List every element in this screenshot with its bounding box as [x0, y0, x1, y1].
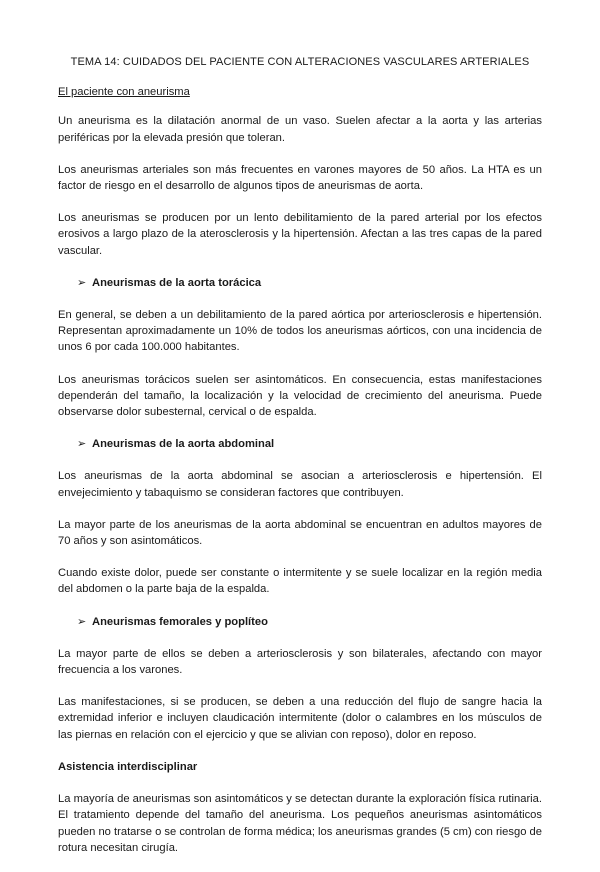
intro-paragraph-2: Los aneurismas arteriales son más frecuentes en varones mayores de 50 años. La HTA es un factor de riesgo en el desarrollo de algunos tipos de aneurismas de aorta.	[58, 163, 542, 193]
assistance-paragraph: La mayoría de aneurismas son asintomáticos y se detectan durante la exploración física rutinaria. El tratamiento depende del tamaño del aneurisma. Los pequeños aneurismas asintomáticos pueden no tratarse o se controlan de forma médica; los aneurismas grandes (5 cm) con riesgo de rotura necesitan cirugía.	[58, 793, 542, 854]
abdominal-paragraph-2: La mayor parte de los aneurismas de la aorta abdominal se encuentran en adultos mayores de 70 años y son asintomáticos.	[58, 518, 542, 548]
subsection-heading-text: Aneurismas de la aorta torácica	[92, 276, 262, 289]
document-page	[58, 54, 542, 872]
section-heading: El paciente con aneurisma	[58, 86, 190, 99]
abdominal-paragraph-3: Cuando existe dolor, puede ser constante o intermitente y se suele localizar en la región media del abdomen o la parte baja de la espalda.	[58, 567, 542, 596]
arrow-bullet-icon: ➢	[77, 438, 87, 451]
assistance-heading: Asistencia interdisciplinar	[58, 760, 198, 773]
abdominal-paragraph-1: Los aneurismas de la aorta abdominal se asocian a arteriosclerosis e hipertensión. El envejecimiento y tabaquismo se consideran factores que contribuyen.	[58, 470, 542, 499]
arrow-bullet-icon: ➢	[77, 276, 87, 289]
document-title: TEMA 14: CUIDADOS DEL PACIENTE CON ALTERACIONES VASCULARES ARTERIALES	[70, 56, 530, 68]
thoracic-paragraph-2: Los aneurismas torácicos suelen ser asintomáticos. En consecuencia, estas manifestaciones dependerán del tamaño, la localización y la velocidad de crecimiento del aneurisma. Puede observarse dolor subesternal, cervical o de espalda.	[58, 373, 542, 419]
subsection-heading-text: Aneurismas de la aorta abdominal	[92, 438, 275, 451]
femoral-paragraph-2: Las manifestaciones, si se producen, se deben a una reducción del flujo de sangre hacia la extremidad inferior e incluyen claudicación intermitente (dolor o calambres en los músculos de las piernas en relación con el ejercicio y que se alivian con reposo), dolor en reposo.	[58, 696, 542, 741]
intro-paragraph-3: Los aneurismas se producen por un lento debilitamiento de la pared arterial por los efectos erosivos a largo plazo de la aterosclerosis y la hipertensión. Afectan a las tres capas de la pared vascular.	[58, 212, 542, 257]
subsection-heading-thoracic	[58, 275, 542, 291]
subsection-heading-text: Aneurismas femorales y poplíteo	[92, 615, 268, 628]
femoral-paragraph-1: La mayor parte de ellos se deben a arteriosclerosis y son bilaterales, afectando con mayor frecuencia a los varones.	[58, 647, 542, 677]
subsection-heading-femoral	[58, 614, 542, 630]
thoracic-paragraph-1: En general, se deben a un debilitamiento de la pared aórtica por arteriosclerosis e hipertensión. Representan aproximadamente un 10% de todos los aneurismas aórticos, con una incidencia de unos 6 por cada 100.000 habitantes.	[58, 309, 542, 354]
subsection-heading-abdominal	[58, 436, 542, 452]
intro-paragraph-1: Un aneurisma es la dilatación anormal de un vaso. Suelen afectar a la aorta y las arterias periféricas por la elevada presión que toleran.	[58, 115, 542, 144]
arrow-bullet-icon: ➢	[77, 615, 87, 628]
